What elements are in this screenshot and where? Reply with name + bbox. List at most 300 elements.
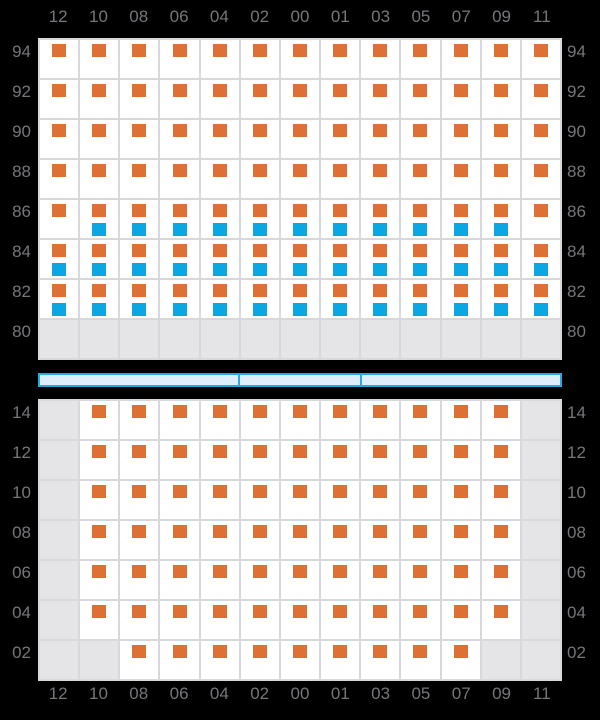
grid-cell — [120, 481, 158, 519]
grid-cell — [120, 641, 158, 679]
orange-square-marker — [92, 525, 106, 538]
y-axis-tick-label: 08 — [567, 523, 586, 542]
orange-square-marker — [333, 605, 347, 618]
grid-cell — [442, 481, 480, 519]
y-axis-tick-label: 08 — [12, 523, 31, 542]
orange-square-marker — [373, 565, 387, 578]
grid-cell — [442, 120, 480, 158]
grid-cell — [522, 160, 560, 198]
grid-cell — [442, 641, 480, 679]
x-axis-tick-label: 10 — [88, 7, 108, 26]
orange-square-marker — [132, 645, 146, 658]
orange-square-marker — [333, 124, 347, 137]
grid-cell — [442, 561, 480, 599]
orange-square-marker — [173, 244, 187, 257]
lower-panel-grid — [38, 399, 562, 681]
y-axis-tick-label: 14 — [567, 403, 586, 422]
grid-cell-disabled — [160, 320, 198, 358]
grid-cell — [160, 401, 198, 439]
grid-cell-disabled — [401, 320, 439, 358]
orange-square-marker — [494, 204, 508, 217]
orange-square-marker — [52, 164, 66, 177]
orange-square-marker — [293, 244, 307, 257]
grid-cell — [241, 200, 279, 238]
grid-cell-disabled — [80, 641, 118, 679]
grid-cell — [241, 641, 279, 679]
blue-square-marker — [52, 263, 66, 276]
grid-cell — [361, 481, 399, 519]
grid-cell-disabled — [40, 521, 78, 559]
grid-cell — [241, 40, 279, 78]
orange-square-marker — [213, 525, 227, 538]
x-axis-tick-label: 03 — [371, 684, 391, 703]
blue-square-marker — [213, 303, 227, 316]
orange-square-marker — [373, 84, 387, 97]
orange-square-marker — [494, 405, 508, 418]
blue-square-marker — [293, 263, 307, 276]
orange-square-marker — [52, 44, 66, 57]
orange-square-marker — [132, 124, 146, 137]
orange-square-marker — [534, 164, 548, 177]
grid-cell — [120, 200, 158, 238]
grid-cell — [401, 601, 439, 639]
blue-square-marker — [494, 223, 508, 236]
x-axis-tick-label: 04 — [209, 7, 229, 26]
grid-cell — [201, 561, 239, 599]
grid-cell — [401, 280, 439, 318]
blue-square-marker — [92, 223, 106, 236]
orange-square-marker — [333, 44, 347, 57]
x-axis-tick-label: 05 — [411, 7, 431, 26]
grid-cell — [361, 200, 399, 238]
orange-square-marker — [454, 284, 468, 297]
grid-cell — [442, 521, 480, 559]
grid-cell — [160, 641, 198, 679]
grid-cell — [401, 160, 439, 198]
orange-square-marker — [293, 164, 307, 177]
orange-square-marker — [413, 445, 427, 458]
blue-square-marker — [373, 223, 387, 236]
grid-cell-disabled — [40, 601, 78, 639]
grid-cell — [522, 40, 560, 78]
grid-cell — [241, 120, 279, 158]
grid-cell — [40, 40, 78, 78]
blue-square-marker — [534, 303, 548, 316]
x-axis-tick-label: 09 — [492, 7, 511, 26]
grid-cell — [321, 120, 359, 158]
orange-square-marker — [534, 204, 548, 217]
x-axis-tick-label: 09 — [492, 684, 511, 703]
grid-cell — [442, 80, 480, 118]
orange-square-marker — [92, 565, 106, 578]
orange-square-marker — [413, 565, 427, 578]
grid-cell — [281, 481, 319, 519]
y-axis-right-lower — [567, 401, 598, 681]
x-axis-tick-label: 11 — [533, 7, 551, 26]
x-axis-tick-label: 02 — [250, 684, 270, 703]
x-axis-tick-label: 07 — [451, 7, 471, 26]
orange-square-marker — [173, 84, 187, 97]
orange-square-marker — [494, 525, 508, 538]
grid-cell — [401, 40, 439, 78]
grid-cell — [201, 481, 239, 519]
orange-square-marker — [494, 244, 508, 257]
y-axis-tick-label: 90 — [12, 122, 31, 141]
grid-cell — [80, 601, 118, 639]
orange-square-marker — [92, 284, 106, 297]
orange-square-marker — [333, 405, 347, 418]
orange-square-marker — [213, 445, 227, 458]
orange-square-marker — [213, 645, 227, 658]
grid-cell — [361, 401, 399, 439]
grid-cell-disabled — [281, 320, 319, 358]
grid-cell — [40, 80, 78, 118]
orange-square-marker — [132, 284, 146, 297]
orange-square-marker — [413, 44, 427, 57]
grid-cell-disabled — [40, 320, 78, 358]
x-axis-tick-label: 06 — [169, 7, 189, 26]
y-axis-tick-label: 92 — [567, 82, 586, 101]
orange-square-marker — [413, 284, 427, 297]
grid-cell — [80, 160, 118, 198]
y-axis-tick-label: 80 — [567, 322, 586, 341]
grid-cell — [281, 80, 319, 118]
orange-square-marker — [173, 284, 187, 297]
grid-cell — [281, 641, 319, 679]
orange-square-marker — [413, 485, 427, 498]
orange-square-marker — [293, 284, 307, 297]
grid-cell-disabled — [201, 320, 239, 358]
grid-cell — [120, 401, 158, 439]
orange-square-marker — [454, 244, 468, 257]
orange-square-marker — [333, 445, 347, 458]
orange-square-marker — [52, 204, 66, 217]
x-axis-tick-label: 12 — [48, 684, 68, 703]
orange-square-marker — [52, 244, 66, 257]
orange-square-marker — [494, 44, 508, 57]
grid-cell — [201, 200, 239, 238]
grid-cell — [80, 561, 118, 599]
grid-cell — [281, 401, 319, 439]
blue-square-marker — [173, 223, 187, 236]
blue-square-marker — [373, 263, 387, 276]
orange-square-marker — [173, 605, 187, 618]
x-axis-tick-label: 11 — [533, 684, 551, 703]
grid-cell-disabled — [522, 401, 560, 439]
grid-cell — [361, 40, 399, 78]
blue-square-marker — [132, 263, 146, 276]
grid-cell — [201, 240, 239, 278]
selector-bar-segment[interactable] — [238, 375, 359, 385]
x-axis-tick-label: 07 — [451, 684, 471, 703]
blue-square-marker — [92, 303, 106, 316]
grid-cell — [522, 240, 560, 278]
grid-cell — [321, 240, 359, 278]
orange-square-marker — [253, 565, 267, 578]
y-axis-left-lower — [0, 401, 31, 681]
orange-square-marker — [253, 605, 267, 618]
orange-square-marker — [454, 605, 468, 618]
grid-cell — [401, 441, 439, 479]
x-axis-tick-label: 01 — [330, 684, 350, 703]
x-axis-tick-label: 00 — [290, 7, 310, 26]
orange-square-marker — [413, 84, 427, 97]
grid-cell — [160, 40, 198, 78]
orange-square-marker — [373, 164, 387, 177]
orange-square-marker — [494, 605, 508, 618]
grid-cell-disabled — [40, 401, 78, 439]
x-axis-bottom — [38, 678, 562, 710]
grid-cell — [482, 240, 520, 278]
grid-cell-disabled — [321, 320, 359, 358]
y-axis-tick-label: 94 — [567, 42, 586, 61]
grid-cell — [401, 200, 439, 238]
orange-square-marker — [534, 84, 548, 97]
x-axis-top — [38, 0, 562, 34]
orange-square-marker — [213, 485, 227, 498]
orange-square-marker — [454, 645, 468, 658]
grid-cell — [201, 160, 239, 198]
grid-cell — [120, 240, 158, 278]
grid-cell-disabled — [482, 320, 520, 358]
y-axis-tick-label: 06 — [567, 563, 586, 582]
grid-cell — [201, 40, 239, 78]
selector-bar-segment[interactable] — [360, 375, 560, 385]
grid-cell — [80, 240, 118, 278]
orange-square-marker — [173, 445, 187, 458]
orange-square-marker — [413, 405, 427, 418]
grid-cell — [281, 601, 319, 639]
grid-cell — [40, 280, 78, 318]
grid-cell — [522, 120, 560, 158]
grid-cell — [482, 521, 520, 559]
grid-cell-disabled — [522, 320, 560, 358]
orange-square-marker — [373, 44, 387, 57]
x-axis-tick-label: 01 — [330, 7, 350, 26]
grid-cell-disabled — [522, 641, 560, 679]
grid-cell — [80, 200, 118, 238]
blue-square-marker — [454, 223, 468, 236]
y-axis-tick-label: 12 — [567, 443, 586, 462]
orange-square-marker — [173, 204, 187, 217]
orange-square-marker — [373, 485, 387, 498]
grid-cell — [442, 40, 480, 78]
grid-cell — [120, 160, 158, 198]
orange-square-marker — [213, 244, 227, 257]
orange-square-marker — [92, 405, 106, 418]
orange-square-marker — [373, 445, 387, 458]
grid-cell — [160, 120, 198, 158]
blue-square-marker — [132, 303, 146, 316]
orange-square-marker — [454, 44, 468, 57]
grid-cell — [401, 240, 439, 278]
orange-square-marker — [293, 405, 307, 418]
grid-cell — [241, 441, 279, 479]
grid-cell — [361, 120, 399, 158]
grid-cell — [401, 521, 439, 559]
orange-square-marker — [373, 124, 387, 137]
blue-square-marker — [173, 263, 187, 276]
grid-cell — [80, 280, 118, 318]
blue-square-marker — [494, 303, 508, 316]
grid-cell — [160, 240, 198, 278]
grid-cell-disabled — [40, 441, 78, 479]
grid-cell — [40, 200, 78, 238]
orange-square-marker — [413, 204, 427, 217]
grid-cell — [442, 441, 480, 479]
selector-bar[interactable] — [38, 373, 562, 387]
blue-square-marker — [173, 303, 187, 316]
grid-cell — [160, 160, 198, 198]
orange-square-marker — [213, 84, 227, 97]
grid-cell — [80, 481, 118, 519]
orange-square-marker — [92, 445, 106, 458]
grid-cell — [80, 441, 118, 479]
orange-square-marker — [132, 204, 146, 217]
orange-square-marker — [213, 405, 227, 418]
orange-square-marker — [413, 645, 427, 658]
grid-cell — [321, 481, 359, 519]
grid-cell — [281, 120, 319, 158]
orange-square-marker — [92, 485, 106, 498]
orange-square-marker — [173, 124, 187, 137]
y-axis-tick-label: 10 — [567, 483, 586, 502]
blue-square-marker — [413, 263, 427, 276]
grid-cell — [80, 521, 118, 559]
grid-cell — [482, 280, 520, 318]
orange-square-marker — [173, 525, 187, 538]
orange-square-marker — [534, 244, 548, 257]
orange-square-marker — [333, 204, 347, 217]
grid-cell-disabled — [442, 320, 480, 358]
orange-square-marker — [293, 565, 307, 578]
y-axis-tick-label: 92 — [12, 82, 31, 101]
orange-square-marker — [373, 405, 387, 418]
orange-square-marker — [494, 124, 508, 137]
orange-square-marker — [454, 84, 468, 97]
grid-cell — [120, 521, 158, 559]
grid-cell — [442, 160, 480, 198]
grid-cell-disabled — [522, 521, 560, 559]
orange-square-marker — [413, 244, 427, 257]
orange-square-marker — [213, 565, 227, 578]
x-axis-tick-label: 10 — [88, 684, 108, 703]
grid-cell — [281, 280, 319, 318]
orange-square-marker — [534, 284, 548, 297]
blue-square-marker — [253, 303, 267, 316]
orange-square-marker — [454, 485, 468, 498]
orange-square-marker — [173, 405, 187, 418]
grid-cell — [321, 641, 359, 679]
orange-square-marker — [173, 565, 187, 578]
grid-cell — [482, 601, 520, 639]
grid-cell — [401, 641, 439, 679]
grid-cell — [522, 80, 560, 118]
grid-cell — [201, 601, 239, 639]
grid-cell — [361, 160, 399, 198]
selector-bar-segment[interactable] — [40, 375, 238, 385]
grid-cell — [401, 481, 439, 519]
blue-square-marker — [293, 223, 307, 236]
grid-cell — [361, 641, 399, 679]
orange-square-marker — [534, 44, 548, 57]
blue-square-marker — [52, 303, 66, 316]
orange-square-marker — [132, 244, 146, 257]
grid-cell — [361, 280, 399, 318]
grid-cell — [361, 441, 399, 479]
grid-cell-disabled — [241, 320, 279, 358]
grid-cell — [482, 200, 520, 238]
x-axis-tick-label: 03 — [371, 7, 391, 26]
orange-square-marker — [132, 84, 146, 97]
grid-cell — [160, 280, 198, 318]
grid-cell — [241, 521, 279, 559]
grid-cell — [120, 80, 158, 118]
orange-square-marker — [132, 405, 146, 418]
grid-cell-disabled — [361, 320, 399, 358]
orange-square-marker — [293, 525, 307, 538]
grid-cell — [482, 441, 520, 479]
grid-cell — [442, 200, 480, 238]
grid-cell — [281, 240, 319, 278]
orange-square-marker — [213, 44, 227, 57]
grid-cell-disabled — [40, 481, 78, 519]
upper-panel-grid — [38, 38, 562, 360]
x-axis-tick-label: 06 — [169, 684, 189, 703]
grid-cell — [40, 160, 78, 198]
grid-cell — [321, 401, 359, 439]
y-axis-tick-label: 88 — [567, 162, 586, 181]
grid-cell — [321, 441, 359, 479]
blue-square-marker — [413, 303, 427, 316]
grid-cell — [361, 80, 399, 118]
orange-square-marker — [132, 485, 146, 498]
orange-square-marker — [132, 164, 146, 177]
grid-cell — [80, 120, 118, 158]
blue-square-marker — [253, 223, 267, 236]
grid-cell — [160, 80, 198, 118]
grid-cell — [160, 441, 198, 479]
orange-square-marker — [333, 164, 347, 177]
grid-cell — [201, 441, 239, 479]
grid-cell — [160, 200, 198, 238]
grid-cell — [120, 441, 158, 479]
orange-square-marker — [293, 605, 307, 618]
grid-cell — [241, 240, 279, 278]
orange-square-marker — [253, 84, 267, 97]
grid-cell — [281, 200, 319, 238]
blue-square-marker — [293, 303, 307, 316]
grid-cell — [321, 601, 359, 639]
grid-cell — [160, 561, 198, 599]
grid-cell — [281, 441, 319, 479]
grid-cell-disabled — [482, 641, 520, 679]
orange-square-marker — [413, 525, 427, 538]
blue-square-marker — [373, 303, 387, 316]
grid-cell — [361, 521, 399, 559]
orange-square-marker — [52, 84, 66, 97]
blue-square-marker — [454, 263, 468, 276]
orange-square-marker — [373, 525, 387, 538]
orange-square-marker — [333, 525, 347, 538]
x-axis-tick-label: 08 — [129, 684, 149, 703]
blue-square-marker — [333, 303, 347, 316]
grid-cell — [482, 561, 520, 599]
orange-square-marker — [213, 284, 227, 297]
x-axis-tick-label: 02 — [250, 7, 270, 26]
orange-square-marker — [92, 244, 106, 257]
grid-cell — [241, 160, 279, 198]
